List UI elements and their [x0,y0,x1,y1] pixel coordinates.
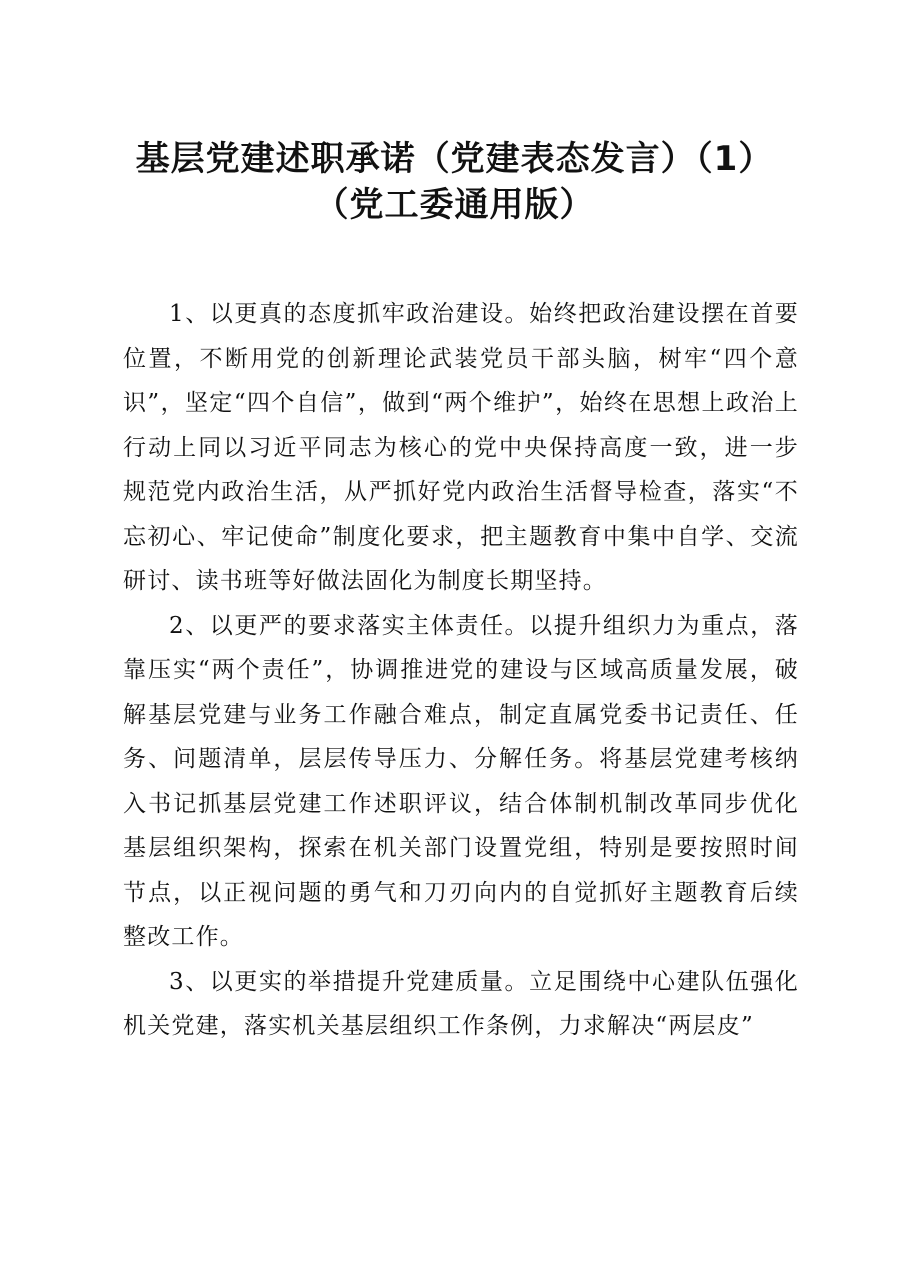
paragraph-1: 1、以更真的态度抓牢政治建设。始终把政治建设摆在首要位置，不断用党的创新理论武装党员干部头脑，树牢“四个意识”，坚定“四个自信”，做到“两个维护”，始终在思想上政治上行动上同以习近平同志为核心的党中央保持高度一致，进一步规范党内政治生活，从严抓好党内政治生活督导检查，落实“不忘初心、牢记使命”制度化要求，把主题教育中集中自学、交流研讨、读书班等好做法固化为制度长期坚持。 [123,301,799,594]
paragraph-3: 3、以更实的举措提升党建质量。立足围绕中心建队伍强化机关党建，落实机关基层组织工作条例，力求解决“两层皮” [123,968,799,1039]
paragraph-2: 2、以更严的要求落实主体责任。以提升组织力为重点，落靠压实“两个责任”，协调推进党的建设与区域高质量发展，破解基层党建与业务工作融合难点，制定直属党委书记责任、任务、问题清单，层层传导压力、分解任务。将基层党建考核纳入书记抓基层党建工作述职评议，结合体制机制改革同步优化基层组织架构，探索在机关部门设置党组，特别是要按照时间节点，以正视问题的勇气和刀刃向内的自觉抓好主题教育后续整改工作。 [123,612,799,950]
document-title-line-2: （党工委通用版） [314,185,595,225]
document-body [123,292,799,1049]
document-title-line-1: 基层党建述职承诺（党建表态发言）（1） [135,139,774,179]
